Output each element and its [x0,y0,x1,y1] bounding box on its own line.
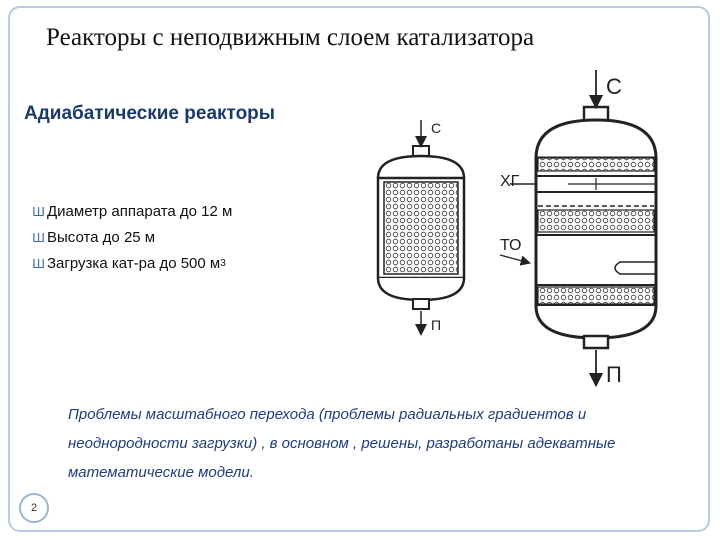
large-reactor-bed-3 [538,287,654,304]
large-reactor-top-head [536,120,656,158]
slide-subtitle: Адиабатические реакторы [24,103,276,124]
large-reactor [500,70,656,387]
large-reactor-bottom-head [536,306,656,338]
bullet-icon: Ш [32,204,45,219]
spec-text: Диаметр аппарата до 12 м [47,203,233,220]
small-reactor [378,120,464,333]
large-reactor-inlet-label: С [606,74,622,99]
spec-superscript: 3 [220,258,226,269]
large-reactor-bottom-nozzle [584,336,608,348]
large-reactor-outlet-label: П [606,362,622,387]
spec-text: Высота до 25 м [47,229,156,246]
small-reactor-outlet-label: П [431,317,442,333]
bullet-icon: Ш [32,230,45,245]
slide-title: Реакторы с неподвижным слоем катализатора [46,24,535,51]
heat-exchanger-pointer [500,255,526,262]
bullet-icon: Ш [32,256,45,271]
large-reactor-bed-2 [538,210,654,232]
cold-gas-label: ХГ [500,173,520,190]
small-reactor-inlet-label: С [431,120,442,136]
problems-paragraph: Проблемы масштабного перехода (проблемы радиальных градиентов и неоднородности загрузки) , в основном , решены, разработаны адекватные математические модели. [68,406,616,481]
spec-text: Загрузка кат-ра до 500 м [47,255,221,272]
small-reactor-bottom-nozzle [413,299,429,309]
small-reactor-top-head [378,156,464,178]
page-number: 2 [19,493,49,523]
small-reactor-catalyst-bed [384,182,458,274]
small-reactor-bottom-head [378,278,464,300]
large-reactor-bed-1 [538,158,654,171]
heat-exchanger-label: ТО [500,237,522,254]
